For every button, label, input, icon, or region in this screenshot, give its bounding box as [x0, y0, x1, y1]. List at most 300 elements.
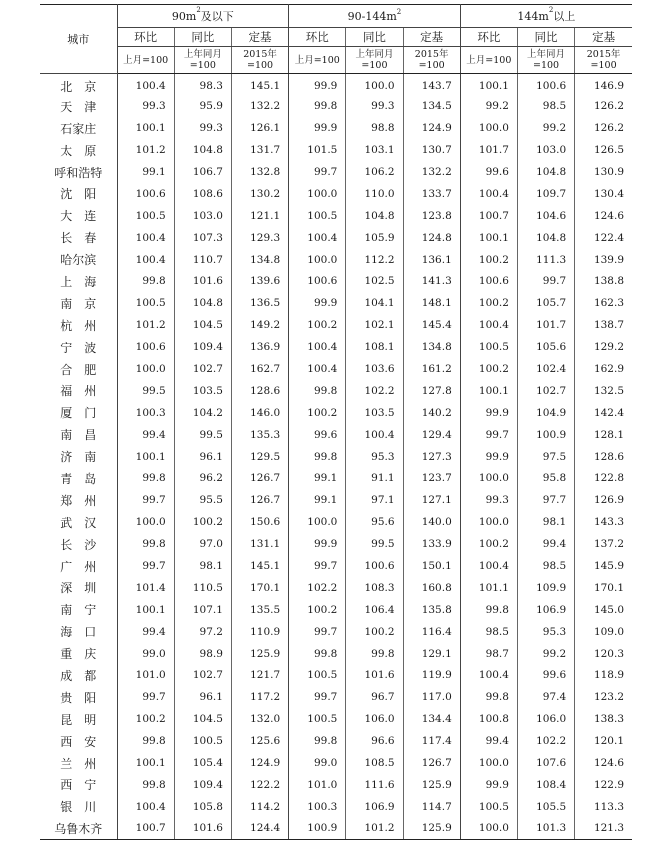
value-cell: 108.3 — [346, 577, 403, 599]
value-cell: 100.5 — [289, 665, 346, 687]
city-cell: 呼和浩特 — [40, 161, 117, 183]
value-cell: 102.4 — [517, 358, 574, 380]
value-cell: 137.2 — [593, 538, 624, 551]
sub-header-yoy: 同比 — [517, 28, 574, 47]
value-cell: 100.2 — [460, 292, 517, 314]
value-cell: 105.6 — [517, 336, 574, 358]
value-cell: 105.7 — [517, 292, 574, 314]
value-cell: 100.4 — [117, 249, 174, 271]
value-cell: 124.6 — [593, 209, 624, 222]
value-cell: 117.4 — [403, 730, 460, 752]
value-cell: 100.4 — [289, 358, 346, 380]
value-cell: 99.3 — [460, 489, 517, 511]
value-cell: 162.7 — [231, 358, 288, 380]
sub-header-mom: 环比 — [460, 28, 517, 47]
value-cell: 126.5 — [593, 144, 624, 157]
value-cell: 138.8 — [593, 275, 624, 288]
city-cell: 青 岛 — [40, 468, 117, 490]
value-cell: 96.7 — [346, 686, 403, 708]
value-cell: 100.6 — [460, 271, 517, 293]
value-cell: 99.1 — [289, 468, 346, 490]
value-cell: 136.1 — [403, 249, 460, 271]
value-cell: 125.9 — [403, 774, 460, 796]
value-cell: 126.7 — [231, 489, 288, 511]
city-cell: 长 春 — [40, 227, 117, 249]
value-cell: 100.6 — [289, 271, 346, 293]
base-header-2015: 2015年=100 — [575, 47, 632, 74]
value-cell: 127.3 — [403, 446, 460, 468]
value-cell: 138.3 — [593, 713, 624, 726]
table-row — [40, 249, 632, 271]
value-cell: 121.3 — [575, 818, 632, 840]
value-cell: 122.4 — [593, 231, 624, 244]
value-cell: 134.8 — [231, 249, 288, 271]
value-cell: 99.4 — [517, 533, 574, 555]
city-cell: 西 宁 — [40, 774, 117, 796]
value-cell: 100.1 — [117, 117, 174, 139]
value-cell: 132.0 — [231, 708, 288, 730]
table-row — [40, 621, 632, 643]
city-cell: 厦 门 — [40, 402, 117, 424]
value-cell: 108.6 — [174, 183, 231, 205]
value-cell: 99.9 — [289, 292, 346, 314]
value-cell: 97.4 — [517, 686, 574, 708]
table-row — [40, 468, 632, 490]
value-cell: 129.1 — [403, 643, 460, 665]
value-cell: 105.9 — [346, 227, 403, 249]
value-cell: 104.5 — [174, 708, 231, 730]
sub-header-yoy: 同比 — [346, 28, 403, 47]
value-cell: 112.2 — [346, 249, 403, 271]
city-cell: 南 京 — [40, 292, 117, 314]
price-index-table — [40, 4, 632, 840]
city-cell: 昆 明 — [40, 708, 117, 730]
city-cell: 广 州 — [40, 555, 117, 577]
value-cell: 101.5 — [289, 139, 346, 161]
value-cell: 99.6 — [460, 161, 517, 183]
base-header-2015: 2015年=100 — [231, 47, 288, 74]
value-cell: 119.9 — [403, 665, 460, 687]
value-cell: 99.9 — [289, 533, 346, 555]
value-cell: 98.5 — [517, 95, 574, 117]
value-cell: 91.1 — [346, 468, 403, 490]
table-row — [40, 511, 632, 533]
value-cell: 104.8 — [174, 292, 231, 314]
value-cell: 102.7 — [174, 358, 231, 380]
value-cell: 126.7 — [231, 468, 288, 490]
value-cell: 99.3 — [346, 95, 403, 117]
value-cell: 109.9 — [517, 577, 574, 599]
value-cell: 102.2 — [517, 730, 574, 752]
value-cell: 99.8 — [460, 599, 517, 621]
table-row — [40, 686, 632, 708]
value-cell: 101.3 — [517, 818, 574, 840]
city-cell: 兰 州 — [40, 752, 117, 774]
value-cell: 99.0 — [289, 752, 346, 774]
value-cell: 99.8 — [117, 730, 174, 752]
value-cell: 97.0 — [174, 533, 231, 555]
value-cell: 98.1 — [517, 511, 574, 533]
table-row — [40, 139, 632, 161]
value-cell: 100.2 — [117, 708, 174, 730]
value-cell: 100.4 — [117, 796, 174, 818]
value-cell: 101.6 — [174, 271, 231, 293]
city-cell: 贵 阳 — [40, 686, 117, 708]
value-cell: 150.6 — [231, 511, 288, 533]
value-cell: 145.9 — [593, 560, 624, 573]
value-cell: 108.1 — [346, 336, 403, 358]
value-cell: 100.4 — [117, 74, 174, 96]
city-cell: 西 安 — [40, 730, 117, 752]
value-cell: 99.4 — [460, 730, 517, 752]
table-row — [40, 599, 632, 621]
city-cell: 石家庄 — [40, 117, 117, 139]
value-cell: 100.2 — [289, 599, 346, 621]
value-cell: 121.7 — [231, 665, 288, 687]
value-cell: 99.7 — [289, 161, 346, 183]
value-cell: 128.6 — [231, 380, 288, 402]
table-row — [40, 730, 632, 752]
value-cell: 104.8 — [517, 227, 574, 249]
value-cell: 129.5 — [231, 446, 288, 468]
value-cell: 101.4 — [117, 577, 174, 599]
value-cell: 100.4 — [460, 314, 517, 336]
value-cell: 161.2 — [403, 358, 460, 380]
city-cell: 武 汉 — [40, 511, 117, 533]
value-cell: 103.5 — [174, 380, 231, 402]
city-cell: 合 肥 — [40, 358, 117, 380]
value-cell: 100.9 — [517, 424, 574, 446]
value-cell: 99.8 — [289, 730, 346, 752]
value-cell: 99.0 — [117, 643, 174, 665]
value-cell: 100.1 — [460, 227, 517, 249]
value-cell: 126.1 — [231, 117, 288, 139]
value-cell: 99.8 — [117, 271, 174, 293]
value-cell: 162.3 — [593, 297, 624, 310]
value-cell: 99.8 — [117, 533, 174, 555]
city-cell: 沈 阳 — [40, 183, 117, 205]
value-cell: 111.3 — [517, 249, 574, 271]
value-cell: 100.1 — [117, 599, 174, 621]
table-row — [40, 95, 632, 117]
value-cell: 95.9 — [174, 95, 231, 117]
value-cell: 102.5 — [346, 271, 403, 293]
value-cell: 130.9 — [593, 166, 624, 178]
value-cell: 148.1 — [403, 292, 460, 314]
value-cell: 134.5 — [403, 95, 460, 117]
value-cell: 103.5 — [346, 402, 403, 424]
value-cell: 99.8 — [289, 380, 346, 402]
value-cell: 96.1 — [174, 686, 231, 708]
value-cell: 99.7 — [460, 424, 517, 446]
value-cell: 104.6 — [517, 205, 574, 227]
value-cell: 99.9 — [460, 774, 517, 796]
value-cell: 101.7 — [460, 139, 517, 161]
value-cell: 109.4 — [174, 774, 231, 796]
value-cell: 100.4 — [460, 555, 517, 577]
sub-header-fixed-base: 定基 — [231, 28, 288, 47]
value-cell: 113.3 — [593, 800, 624, 813]
value-cell: 97.5 — [517, 446, 574, 468]
city-cell: 哈尔滨 — [40, 249, 117, 271]
city-cell: 海 口 — [40, 621, 117, 643]
value-cell: 108.5 — [346, 752, 403, 774]
value-cell: 99.2 — [460, 95, 517, 117]
value-cell: 126.2 — [593, 122, 624, 135]
value-cell: 170.1 — [593, 581, 624, 594]
value-cell: 102.2 — [289, 577, 346, 599]
value-cell: 124.9 — [231, 752, 288, 774]
base-header-prev-year: 上年同月=100 — [517, 47, 574, 74]
table-row — [40, 752, 632, 774]
value-cell: 124.8 — [403, 227, 460, 249]
value-cell: 99.7 — [517, 271, 574, 293]
value-cell: 132.2 — [231, 95, 288, 117]
value-cell: 100.2 — [460, 249, 517, 271]
table-row — [40, 489, 632, 511]
value-cell: 117.2 — [231, 686, 288, 708]
value-cell: 99.9 — [460, 402, 517, 424]
value-cell: 100.0 — [289, 511, 346, 533]
table-row — [40, 314, 632, 336]
table-row — [40, 161, 632, 183]
city-column-header: 城市 — [40, 5, 117, 74]
value-cell: 160.8 — [403, 577, 460, 599]
value-cell: 142.4 — [593, 406, 624, 419]
value-cell: 170.1 — [231, 577, 288, 599]
value-cell: 107.1 — [174, 599, 231, 621]
value-cell: 98.3 — [174, 74, 231, 96]
value-cell: 99.1 — [117, 161, 174, 183]
value-cell: 100.7 — [117, 818, 174, 840]
value-cell: 120.1 — [593, 735, 624, 748]
value-cell: 100.5 — [289, 708, 346, 730]
group-header-medium: $90-144m^2$ — [289, 5, 461, 28]
table-row — [40, 205, 632, 227]
value-cell: 140.0 — [403, 511, 460, 533]
city-cell: 上 海 — [40, 271, 117, 293]
value-cell: 100.0 — [460, 818, 517, 840]
value-cell: 123.2 — [593, 691, 624, 704]
value-cell: 133.7 — [403, 183, 460, 205]
group-header-large: $144m^2$以上 — [460, 5, 632, 28]
value-cell: 100.2 — [460, 533, 517, 555]
value-cell: 100.1 — [117, 752, 174, 774]
table-row — [40, 292, 632, 314]
value-cell: 127.1 — [403, 489, 460, 511]
value-cell: 99.8 — [289, 446, 346, 468]
city-cell: 深 圳 — [40, 577, 117, 599]
value-cell: 99.8 — [289, 643, 346, 665]
value-cell: 100.0 — [460, 468, 517, 490]
value-cell: 120.3 — [593, 647, 624, 660]
value-cell: 118.9 — [593, 669, 624, 682]
value-cell: 100.5 — [460, 796, 517, 818]
value-cell: 104.1 — [346, 292, 403, 314]
table-row — [40, 555, 632, 577]
value-cell: 121.1 — [231, 205, 288, 227]
value-cell: 114.2 — [231, 796, 288, 818]
value-cell: 99.4 — [117, 621, 174, 643]
value-cell: 143.3 — [593, 516, 624, 529]
value-cell: 145.1 — [231, 74, 288, 96]
value-cell: 122.8 — [593, 472, 624, 485]
city-cell: 郑 州 — [40, 489, 117, 511]
value-cell: 122.2 — [231, 774, 288, 796]
value-cell: 99.6 — [517, 665, 574, 687]
value-cell: 126.2 — [593, 100, 624, 113]
value-cell: 124.4 — [231, 818, 288, 840]
table-row — [40, 424, 632, 446]
base-header-prev-year: 上年同月=100 — [346, 47, 403, 74]
value-cell: 100.0 — [460, 511, 517, 533]
value-cell: 100.1 — [460, 380, 517, 402]
table-row — [40, 74, 632, 96]
value-cell: 101.0 — [289, 774, 346, 796]
value-cell: 105.4 — [174, 752, 231, 774]
value-cell: 101.2 — [346, 818, 403, 840]
sub-header-fixed-base: 定基 — [403, 28, 460, 47]
city-cell: 重 庆 — [40, 643, 117, 665]
value-cell: 100.5 — [117, 292, 174, 314]
value-cell: 106.4 — [346, 599, 403, 621]
value-cell: 100.9 — [289, 818, 346, 840]
value-cell: 100.8 — [460, 708, 517, 730]
sub-header-yoy: 同比 — [174, 28, 231, 47]
value-cell: 100.6 — [517, 74, 574, 96]
city-cell: 南 昌 — [40, 424, 117, 446]
value-cell: 129.4 — [403, 424, 460, 446]
value-cell: 99.1 — [289, 489, 346, 511]
table-row — [40, 183, 632, 205]
value-cell: 106.0 — [346, 708, 403, 730]
city-cell: 乌鲁木齐 — [40, 818, 117, 840]
city-cell: 天 津 — [40, 95, 117, 117]
value-cell: 100.0 — [117, 358, 174, 380]
value-cell: 104.9 — [517, 402, 574, 424]
value-cell: 105.8 — [174, 796, 231, 818]
sub-header-fixed-base: 定基 — [575, 28, 632, 47]
city-cell: 大 连 — [40, 205, 117, 227]
value-cell: 100.0 — [289, 249, 346, 271]
value-cell: 103.0 — [517, 139, 574, 161]
value-cell: 126.9 — [593, 494, 624, 507]
value-cell: 95.5 — [174, 489, 231, 511]
value-cell: 99.8 — [460, 686, 517, 708]
value-cell: 125.9 — [231, 643, 288, 665]
value-cell: 99.7 — [289, 555, 346, 577]
value-cell: 128.6 — [593, 450, 624, 463]
value-cell: 100.1 — [460, 74, 517, 96]
value-cell: 100.1 — [117, 446, 174, 468]
value-cell: 99.8 — [117, 468, 174, 490]
value-cell: 130.4 — [593, 187, 624, 200]
value-cell: 135.8 — [403, 599, 460, 621]
value-cell: 99.6 — [289, 424, 346, 446]
value-cell: 125.6 — [231, 730, 288, 752]
value-cell: 104.8 — [517, 161, 574, 183]
value-cell: 99.8 — [117, 774, 174, 796]
base-header-prev-month: 上月=100 — [460, 47, 517, 74]
value-cell: 127.8 — [403, 380, 460, 402]
value-cell: 139.9 — [593, 253, 624, 266]
city-cell: 成 都 — [40, 665, 117, 687]
value-cell: 96.2 — [174, 468, 231, 490]
table-row — [40, 446, 632, 468]
value-cell: 99.9 — [289, 117, 346, 139]
table-row — [40, 577, 632, 599]
value-cell: 129.3 — [231, 227, 288, 249]
value-cell: 139.6 — [231, 271, 288, 293]
value-cell: 100.4 — [460, 665, 517, 687]
value-cell: 109.0 — [593, 625, 624, 638]
value-cell: 101.6 — [346, 665, 403, 687]
value-cell: 123.7 — [403, 468, 460, 490]
value-cell: 145.1 — [231, 555, 288, 577]
table-row — [40, 117, 632, 139]
value-cell: 117.0 — [403, 686, 460, 708]
table-row — [40, 358, 632, 380]
value-cell: 100.0 — [460, 752, 517, 774]
value-cell: 104.8 — [174, 139, 231, 161]
value-cell: 104.2 — [174, 402, 231, 424]
value-cell: 128.1 — [593, 428, 624, 441]
value-cell: 107.6 — [517, 752, 574, 774]
value-cell: 136.9 — [231, 336, 288, 358]
value-cell: 100.5 — [460, 336, 517, 358]
base-header-2015: 2015年=100 — [403, 47, 460, 74]
value-cell: 134.4 — [403, 708, 460, 730]
city-cell: 长 沙 — [40, 533, 117, 555]
value-cell: 100.0 — [289, 183, 346, 205]
value-cell: 102.7 — [174, 665, 231, 687]
city-cell: 济 南 — [40, 446, 117, 468]
value-cell: 100.4 — [460, 183, 517, 205]
value-cell: 123.8 — [403, 205, 460, 227]
table-row — [40, 227, 632, 249]
value-cell: 100.6 — [117, 336, 174, 358]
value-cell: 106.7 — [174, 161, 231, 183]
value-cell: 162.9 — [593, 363, 624, 376]
value-cell: 106.2 — [346, 161, 403, 183]
value-cell: 99.3 — [174, 117, 231, 139]
value-cell: 105.5 — [517, 796, 574, 818]
value-cell: 100.0 — [460, 117, 517, 139]
value-cell: 102.7 — [517, 380, 574, 402]
table-row — [40, 708, 632, 730]
value-cell: 99.2 — [517, 643, 574, 665]
group-header-small: $90m^2$及以下 — [117, 5, 289, 28]
value-cell: 145.4 — [403, 314, 460, 336]
value-cell: 100.0 — [117, 511, 174, 533]
table-row — [40, 774, 632, 796]
value-cell: 99.5 — [117, 380, 174, 402]
value-cell: 101.6 — [174, 818, 231, 840]
value-cell: 99.9 — [289, 74, 346, 96]
value-cell: 99.2 — [517, 117, 574, 139]
value-cell: 131.7 — [231, 139, 288, 161]
value-cell: 99.7 — [289, 621, 346, 643]
value-cell: 110.5 — [174, 577, 231, 599]
value-cell: 99.7 — [117, 686, 174, 708]
value-cell: 132.5 — [593, 384, 624, 397]
table-row — [40, 665, 632, 687]
value-cell: 100.4 — [289, 336, 346, 358]
value-cell: 99.3 — [117, 95, 174, 117]
value-cell: 106.0 — [517, 708, 574, 730]
value-cell: 109.4 — [174, 336, 231, 358]
value-cell: 101.0 — [117, 665, 174, 687]
